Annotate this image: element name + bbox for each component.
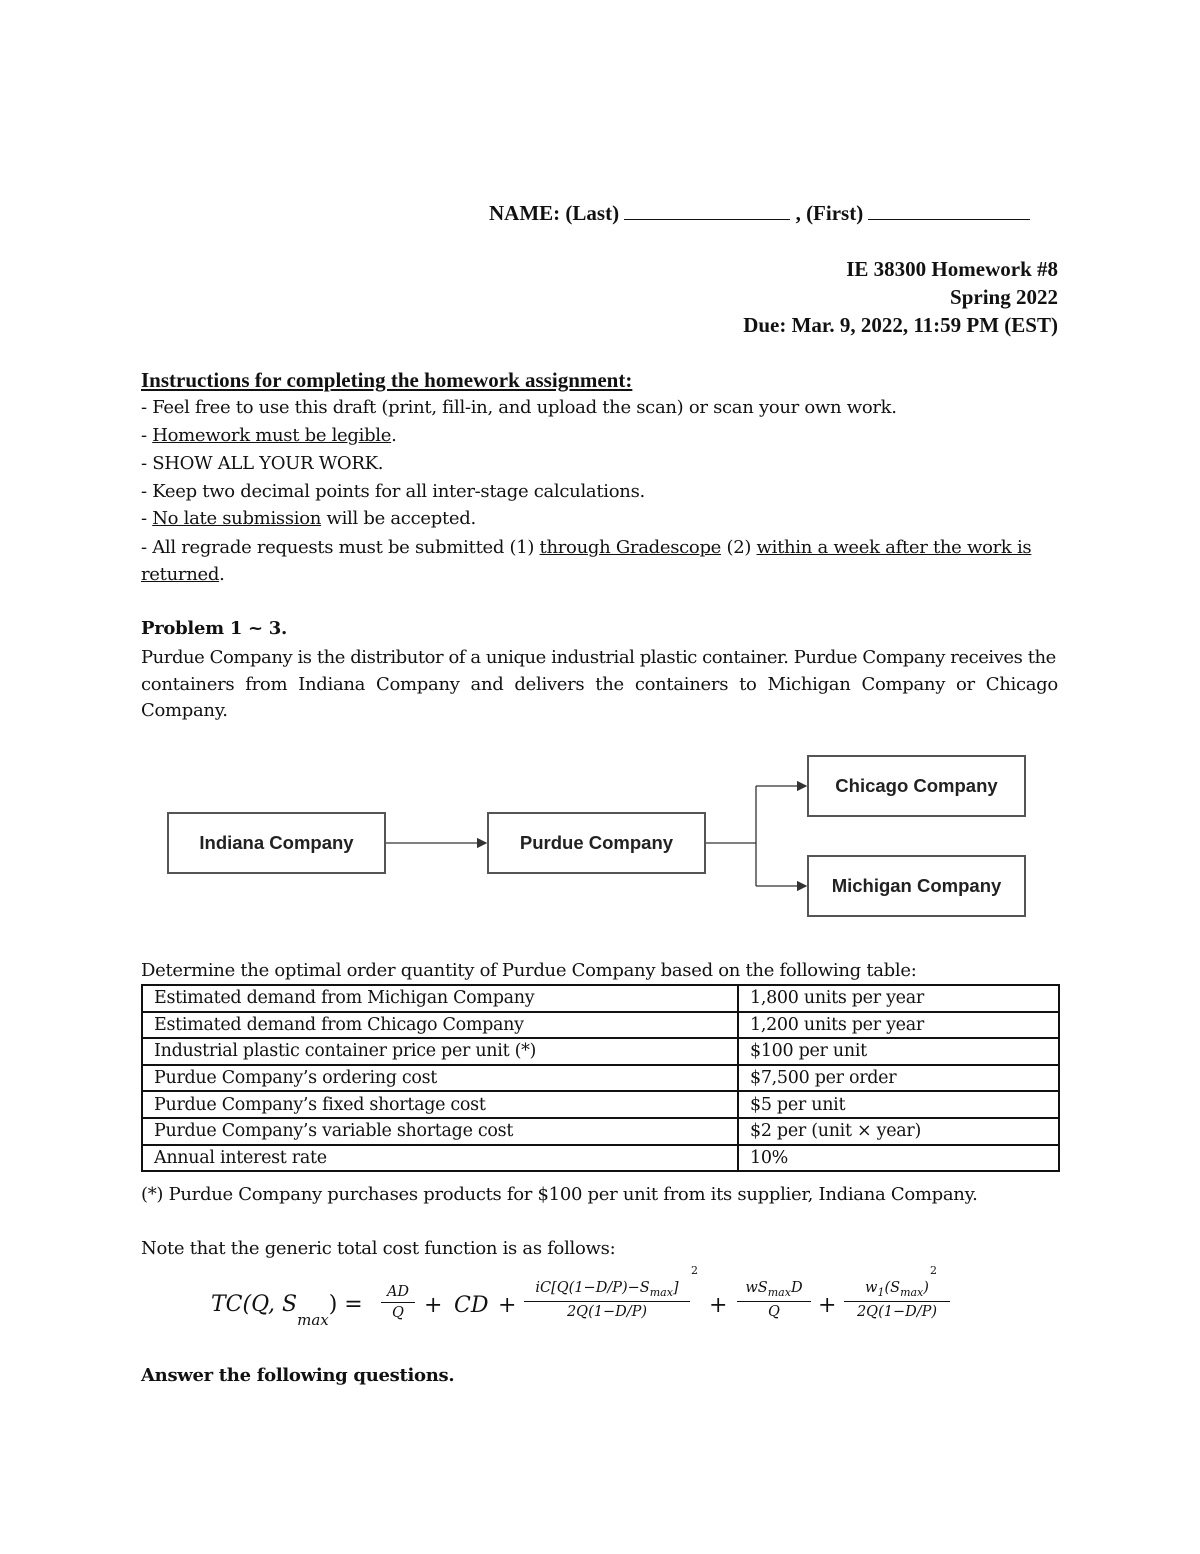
instruction-6-emphasis-2: within a week after the work is	[756, 537, 1032, 558]
problem-heading: Problem 1 ~ 3.	[141, 618, 287, 639]
term-fixed-shortage-num-sub: max	[767, 1285, 791, 1299]
closing-heading: Answer the following questions.	[141, 1365, 455, 1386]
term-variable-shortage-den: 2Q(1−D/P)	[856, 1303, 938, 1320]
formula-lhs-text: TC(Q, S	[211, 1292, 298, 1317]
instruction-7-suffix: .	[219, 564, 225, 585]
problem-text-2-word: Chicago	[985, 674, 1058, 695]
term-holding-den: 2Q(1−D/P)	[566, 1303, 648, 1320]
purchase-term: CD	[454, 1293, 489, 1318]
problem-text-2-word: from	[245, 674, 288, 695]
instruction-2-emphasis: Homework must be legible	[152, 425, 392, 446]
instruction-6-mid: (2)	[721, 537, 757, 558]
term-ordering-den: Q	[392, 1305, 404, 1321]
instruction-5-suffix: will be accepted.	[321, 508, 476, 529]
michigan-company-box: Michigan Company	[807, 855, 1026, 917]
term-holding-num	[524, 1280, 690, 1299]
term: Spring 2022	[950, 285, 1058, 309]
table-cell-label: Estimated demand from Michigan Company	[142, 985, 738, 1012]
table-row	[142, 1038, 1059, 1065]
instruction-7-emphasis: returned	[141, 564, 220, 585]
instructions-title: Instructions for completing the homework assignment:	[141, 368, 633, 392]
term-ordering-num: AD	[386, 1284, 410, 1300]
table-cell-value: $2 per (unit × year)	[738, 1118, 1059, 1145]
problem-text-2-word: containers	[634, 674, 729, 695]
problem-text-2-word: or	[955, 674, 975, 695]
table-row	[142, 1118, 1059, 1145]
instruction-2-suffix: .	[391, 425, 397, 446]
table-row	[142, 1145, 1059, 1172]
problem-text-2-word: Company	[376, 674, 460, 695]
table-intro: Determine the optimal order quantity of Purdue Company based on the following table:	[141, 960, 917, 981]
term-fixed-shortage	[737, 1280, 811, 1320]
term-fixed-shortage-num-end: D	[790, 1280, 803, 1296]
table-cell-label: Estimated demand from Chicago Company	[142, 1012, 738, 1039]
purdue-company-box: Purdue Company	[487, 812, 706, 874]
instruction-5-emphasis: No late submission	[152, 508, 322, 529]
course-title: IE 38300 Homework #8	[846, 257, 1058, 281]
term-variable-shortage	[844, 1280, 950, 1320]
instruction-6-emphasis-1: through Gradescope	[539, 537, 722, 558]
parameters-table	[141, 984, 1060, 1172]
term-holding-bar	[524, 1301, 690, 1302]
term-holding-num-text: iC[Q(1−D/P)−S	[535, 1280, 650, 1296]
instruction-3: - SHOW ALL YOUR WORK.	[141, 453, 384, 474]
table-row	[142, 1091, 1059, 1118]
table-cell-label: Purdue Company’s variable shortage cost	[142, 1118, 738, 1145]
term-variable-shortage-bar	[844, 1301, 950, 1302]
first-name-label: , (First)	[790, 201, 869, 225]
term-variable-shortage-num-mid: (S	[884, 1280, 901, 1296]
term-variable-shortage-num-sub2: max	[900, 1285, 924, 1299]
table-cell-label: Purdue Company’s ordering cost	[142, 1065, 738, 1092]
instruction-1: - Feel free to use this draft (print, fill-in, and upload the scan) or scan your own work.	[141, 397, 897, 418]
problem-text-2-word: and	[470, 674, 504, 695]
table-footnote: (*) Purdue Company purchases products for $100 per unit from its supplier, Indiana Company.	[141, 1184, 978, 1205]
formula-lhs-sub: max	[297, 1311, 329, 1330]
term-holding-num-sub: max	[649, 1285, 673, 1299]
formula-lhs	[211, 1292, 363, 1330]
term-ordering-bar	[381, 1302, 415, 1303]
table-cell-label: Purdue Company’s fixed shortage cost	[142, 1091, 738, 1118]
instruction-6-prefix: - All regrade requests must be submitted (1)	[141, 537, 540, 558]
instruction-4: - Keep two decimal points for all inter-stage calculations.	[141, 481, 645, 502]
term-fixed-shortage-bar	[737, 1301, 811, 1302]
problem-text-2-word: delivers	[514, 674, 585, 695]
formula-lhs-close: ) =	[328, 1292, 363, 1317]
plus-3: +	[709, 1293, 728, 1318]
table-cell-value: 1,200 units per year	[738, 1012, 1059, 1039]
plus-2: +	[498, 1293, 517, 1318]
term-variable-shortage-num	[844, 1280, 950, 1299]
instruction-5-prefix: -	[141, 508, 153, 529]
problem-text-2-word: Indiana	[298, 674, 366, 695]
chicago-company-box: Chicago Company	[807, 755, 1026, 817]
table-cell-value: 10%	[738, 1145, 1059, 1172]
term-variable-shortage-num-close: )	[923, 1280, 929, 1296]
term-variable-shortage-sup: 2	[930, 1264, 937, 1277]
term-ordering	[381, 1284, 415, 1321]
table-cell-value: $5 per unit	[738, 1091, 1059, 1118]
term-variable-shortage-num-sub1: 1	[877, 1285, 885, 1299]
table-row	[142, 985, 1059, 1012]
problem-text-2-word: to	[739, 674, 757, 695]
formula-intro: Note that the generic total cost function is as follows:	[141, 1238, 616, 1259]
problem-text-2-word: Company	[861, 674, 946, 695]
table-row	[142, 1065, 1059, 1092]
problem-text-2-word: containers	[141, 674, 235, 695]
problem-text-2-word: the	[595, 674, 624, 695]
instruction-2-prefix: -	[141, 425, 153, 446]
term-fixed-shortage-den: Q	[768, 1303, 780, 1320]
problem-text-2-word: Michigan	[767, 674, 851, 695]
term-fixed-shortage-num-text: wS	[745, 1280, 768, 1296]
table-cell-value: $100 per unit	[738, 1038, 1059, 1065]
term-holding-num-close: ]	[672, 1280, 679, 1296]
term-holding	[524, 1280, 690, 1320]
indiana-company-box: Indiana Company	[167, 812, 386, 874]
plus-1: +	[424, 1293, 443, 1318]
term-variable-shortage-num-w: w	[865, 1280, 878, 1296]
table-cell-label: Annual interest rate	[142, 1145, 738, 1172]
table-cell-value: 1,800 units per year	[738, 985, 1059, 1012]
last-name-label: NAME: (Last)	[489, 201, 625, 225]
due-date: Due: Mar. 9, 2022, 11:59 PM (EST)	[743, 313, 1058, 337]
problem-text-1: Purdue Company is the distributor of a unique industrial plastic container. Purdue Company receives the	[141, 647, 1056, 668]
table-cell-label: Industrial plastic container price per unit (*)	[142, 1038, 738, 1065]
table-row	[142, 1012, 1059, 1039]
term-fixed-shortage-num	[737, 1280, 811, 1299]
term-holding-sup: 2	[691, 1264, 698, 1277]
problem-text-3: Company.	[141, 700, 228, 721]
table-cell-value: $7,500 per order	[738, 1065, 1059, 1092]
plus-4: +	[818, 1293, 837, 1318]
